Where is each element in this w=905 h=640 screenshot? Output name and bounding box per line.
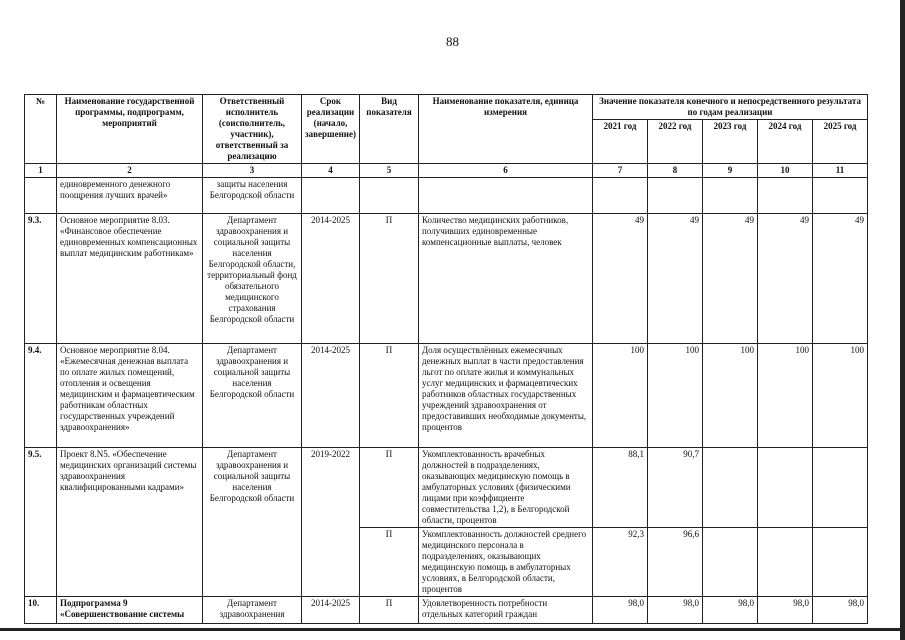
row-num: 9.5. bbox=[25, 448, 57, 597]
header-kind: Вид показателя bbox=[360, 95, 419, 164]
row-value: 100 bbox=[593, 344, 648, 448]
column-number: 3 bbox=[203, 164, 302, 178]
row-value: 98,0 bbox=[703, 597, 758, 624]
row-value bbox=[648, 178, 703, 214]
row-value: 90,7 bbox=[648, 448, 703, 528]
column-number: 6 bbox=[419, 164, 593, 178]
row-name: Основное мероприятие 8.04. «Ежемесячная денежная выплата по оплате жилых помещений, отопления и освещения медицинским и фармацевтическим работникам областных государственных учреждений здравоохранения» bbox=[57, 344, 203, 448]
header-year: 2023 год bbox=[703, 120, 758, 164]
row-value: 49 bbox=[758, 214, 813, 344]
row-term: 2014-2025 bbox=[302, 344, 360, 448]
row-value: 100 bbox=[648, 344, 703, 448]
row-value: 49 bbox=[813, 214, 868, 344]
program-indicators-table bbox=[24, 94, 868, 624]
row-term bbox=[302, 178, 360, 214]
column-number: 8 bbox=[648, 164, 703, 178]
row-kind: П bbox=[360, 528, 419, 597]
row-indicator: Удовлетворенность потребности отдельных категорий граждан bbox=[419, 597, 593, 624]
row-value: 100 bbox=[703, 344, 758, 448]
page-number: 88 bbox=[446, 34, 459, 49]
row-num bbox=[25, 178, 57, 214]
column-number: 2 bbox=[57, 164, 203, 178]
row-indicator: Количество медицинских работников, получивших единовременные компенсационные выплаты, человек bbox=[419, 214, 593, 344]
row-responsible: Департамент здравоохранения и социальной защиты населения Белгородской области, территориальный фонд обязательного медицинского страхования Белгородской области bbox=[203, 214, 302, 344]
column-number: 9 bbox=[703, 164, 758, 178]
row-value: 98,0 bbox=[593, 597, 648, 624]
row-responsible: Департамент здравоохранения bbox=[203, 597, 302, 624]
row-kind: П bbox=[360, 597, 419, 624]
header-year: 2024 год bbox=[758, 120, 813, 164]
column-numbers-row bbox=[25, 164, 868, 178]
row-value: 98,0 bbox=[813, 597, 868, 624]
row-term: 2019-2022 bbox=[302, 448, 360, 597]
scan-edge-line bbox=[900, 0, 905, 640]
header-year: 2022 год bbox=[648, 120, 703, 164]
column-number: 1 bbox=[25, 164, 57, 178]
row-num: 9.3. bbox=[25, 214, 57, 344]
row-value: 98,0 bbox=[648, 597, 703, 624]
column-number: 7 bbox=[593, 164, 648, 178]
row-value: 100 bbox=[813, 344, 868, 448]
row-kind: П bbox=[360, 214, 419, 344]
table-header-row bbox=[25, 95, 868, 120]
row-num: 9.4. bbox=[25, 344, 57, 448]
header-values-group: Значение показателя конечного и непосредственного результата по годам реализации bbox=[593, 95, 868, 120]
row-value: 49 bbox=[703, 214, 758, 344]
row-responsible: защиты населения Белгородской области bbox=[203, 178, 302, 214]
row-responsible: Департамент здравоохранения и социальной защиты населения Белгородской области bbox=[203, 344, 302, 448]
row-indicator bbox=[419, 178, 593, 214]
row-value bbox=[593, 178, 648, 214]
row-term: 2014-2025 bbox=[302, 597, 360, 624]
row-term: 2014-2025 bbox=[302, 214, 360, 344]
header-year: 2021 год bbox=[593, 120, 648, 164]
header-term: Срок реализации (начало, завершение) bbox=[302, 95, 360, 164]
table-row bbox=[25, 597, 868, 624]
header-year: 2025 год bbox=[813, 120, 868, 164]
column-number: 4 bbox=[302, 164, 360, 178]
column-number: 11 bbox=[813, 164, 868, 178]
row-name: Проект 8.N5. «Обеспечение медицинских организаций системы здравоохранения квалифицированными кадрами» bbox=[57, 448, 203, 597]
row-value: 96,6 bbox=[648, 528, 703, 597]
table-row bbox=[25, 178, 868, 214]
row-responsible: Департамент здравоохранения и социальной защиты населения Белгородской области bbox=[203, 448, 302, 597]
row-value: 98,0 bbox=[758, 597, 813, 624]
row-value bbox=[813, 448, 868, 528]
column-number: 10 bbox=[758, 164, 813, 178]
row-indicator: Укомплектованность врачебных должностей в подразделениях, оказывающих медицинскую помощь в амбулаторных условиях (физическими лицами при коэффициенте совместительства 1,2), в Белгородской области, процентов bbox=[419, 448, 593, 528]
table-row bbox=[25, 214, 868, 344]
row-value: 88,1 bbox=[593, 448, 648, 528]
row-num: 10. bbox=[25, 597, 57, 624]
row-value: 100 bbox=[758, 344, 813, 448]
table-row bbox=[25, 344, 868, 448]
row-value: 49 bbox=[593, 214, 648, 344]
row-value: 92,3 bbox=[593, 528, 648, 597]
row-name: единовременного денежного поощрения лучших врачей» bbox=[57, 178, 203, 214]
header-indicator: Наименование показателя, единица измерения bbox=[419, 95, 593, 164]
row-value bbox=[703, 448, 758, 528]
row-indicator: Укомплектованность должностей среднего медицинского персонала в подразделениях, оказывающих медицинскую помощь в амбулаторных условиях, в Белгородской области, процентов bbox=[419, 528, 593, 597]
row-value: 49 bbox=[648, 214, 703, 344]
row-name: Подпрограмма 9 «Совершенствование системы bbox=[57, 597, 203, 624]
table-row bbox=[25, 448, 868, 528]
column-number: 5 bbox=[360, 164, 419, 178]
row-value bbox=[703, 178, 758, 214]
row-indicator: Доля осуществлённых ежемесячных денежных выплат в части предоставления льгот по оплате жилья и коммунальных услуг медицинских и фармацевтических работников областных государственных учреждений здравоохранения от предоставивших необходимые документы, процентов bbox=[419, 344, 593, 448]
row-value bbox=[758, 528, 813, 597]
row-value bbox=[758, 448, 813, 528]
header-name: Наименование государственной программы, подпрограмм, мероприятий bbox=[57, 95, 203, 164]
row-kind: П bbox=[360, 448, 419, 528]
row-kind bbox=[360, 178, 419, 214]
scan-edge-line bbox=[0, 628, 905, 631]
header-num: № bbox=[25, 95, 57, 164]
row-value bbox=[813, 178, 868, 214]
row-value bbox=[758, 178, 813, 214]
header-responsible: Ответственный исполнитель (соисполнитель, участник), ответственный за реализацию bbox=[203, 95, 302, 164]
row-kind: П bbox=[360, 344, 419, 448]
row-value bbox=[813, 528, 868, 597]
row-value bbox=[703, 528, 758, 597]
row-name: Основное мероприятие 8.03. «Финансовое обеспечение единовременных компенсационных выплат медицинским работникам» bbox=[57, 214, 203, 344]
